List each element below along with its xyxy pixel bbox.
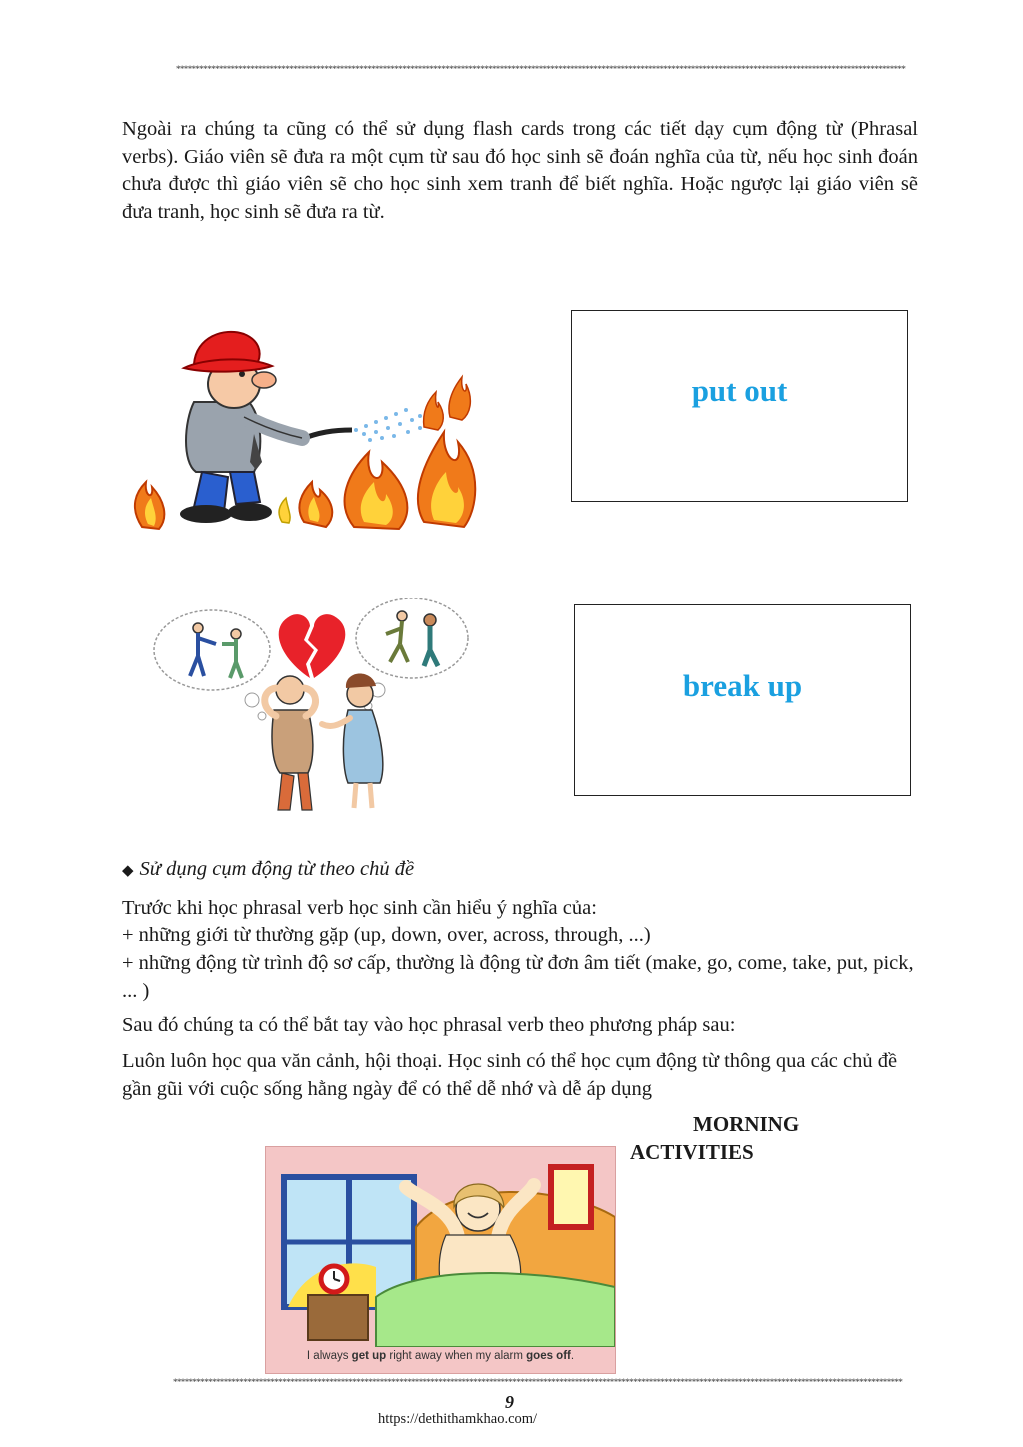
flame-icon bbox=[135, 482, 164, 529]
prereq-line-1: Trước khi học phrasal verb học sinh cần hiểu ý nghĩa của: bbox=[122, 897, 597, 919]
section-heading bbox=[122, 858, 414, 881]
card-word: put out bbox=[691, 373, 788, 408]
intro-paragraph: Ngoài ra chúng ta cũng có thể sử dụng flash cards trong các tiết dạy cụm động từ (Phrasal verbs). Giáo viên sẽ đưa ra một cụm từ sau đó học sinh sẽ đoán nghĩa của từ, nếu học sinh đoán chưa được thì giáo viên sẽ cho học sinh xem tranh để biết nghĩa. Hoặc ngược lại giáo viên sẽ đưa tranh, học sinh sẽ đưa ra từ. bbox=[122, 118, 918, 223]
flash-card-break-up bbox=[574, 604, 911, 796]
context-paragraph: Luôn luôn học qua văn cảnh, hội thoại. Học sinh có thể học cụm động từ thông qua các chủ đề gần gũi với cuộc sống hằng ngày để có thể dễ nhớ và dễ áp dụng bbox=[122, 1050, 898, 1100]
broken-heart-couple-icon bbox=[150, 598, 470, 823]
card-word: break up bbox=[682, 668, 803, 703]
morning-illustration bbox=[265, 1146, 616, 1374]
heart-icon bbox=[279, 614, 346, 678]
morning-caption: I always get up right away when my alarm goes off. bbox=[306, 1350, 575, 1362]
diamond-bullet-icon: ◆ bbox=[122, 863, 134, 879]
flash-card-put-out bbox=[571, 310, 908, 502]
morning-activities-title: MORNING ACTIVITIES bbox=[630, 1112, 800, 1164]
waking-girl-icon bbox=[266, 1147, 615, 1347]
page-number: 9 bbox=[505, 1392, 514, 1412]
prereq-line-2: + những giới từ thường gặp (up, down, over, across, through, ...) bbox=[122, 924, 651, 946]
footer-rule: ******************************************************************************************************************************************************************************************* bbox=[173, 1378, 903, 1386]
section-title: Sử dụng cụm động từ theo chủ đề bbox=[139, 858, 415, 880]
prereq-line-3: + những động từ trình độ sơ cấp, thường là động từ đơn âm tiết (make, go, come, take, put, pick, ... ) bbox=[122, 952, 914, 1002]
header-rule: ******************************************************************************************************************************************************************************************* bbox=[176, 65, 906, 73]
footer-url[interactable]: https://dethithamkhao.com/ bbox=[378, 1411, 538, 1427]
firefighter-hose-icon bbox=[124, 322, 484, 537]
method-line: Sau đó chúng ta có thể bắt tay vào học phrasal verb theo phương pháp sau: bbox=[122, 1014, 736, 1036]
